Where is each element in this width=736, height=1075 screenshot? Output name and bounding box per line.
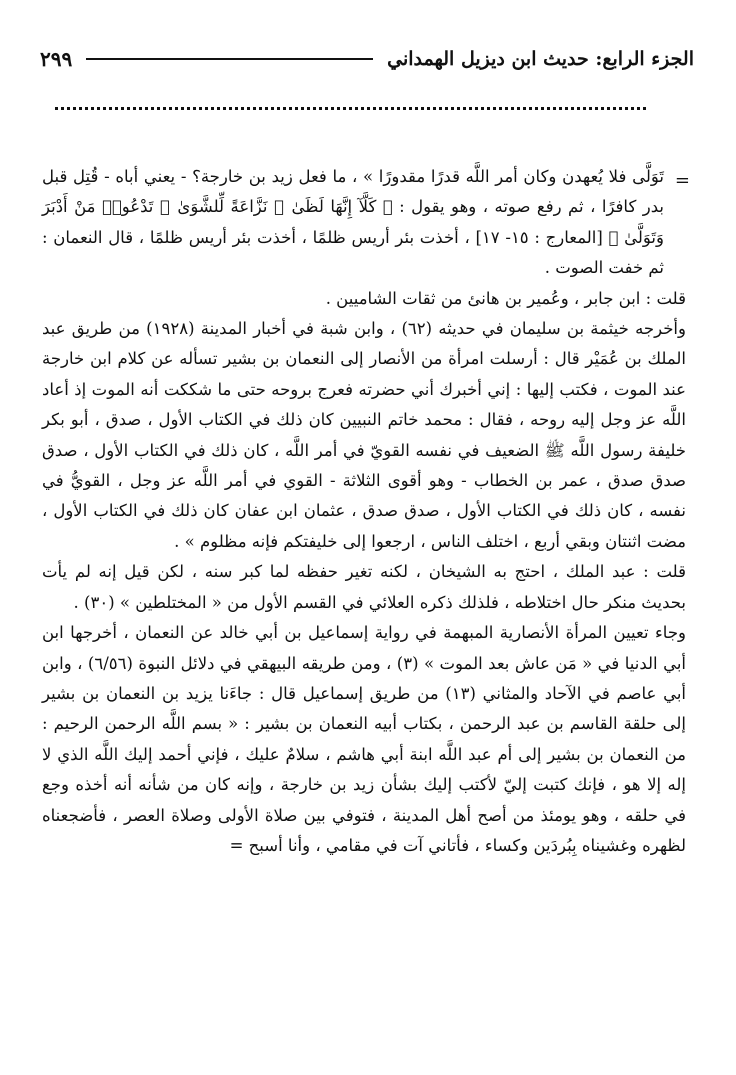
page-number: ٢٩٩	[40, 47, 73, 71]
footnote-separator	[55, 107, 646, 110]
paragraph: وأخرجه خيثمة بن سليمان في حديثه (٦٢) ، وابن شبة في أخبار المدينة (١٩٢٨) من طريق عبد الملك بن عُمَيْر قال : أرسلت امرأة من الأنصار إلى النعمان بن بشير تسأله عن كلام ابن خارجة عند الموت ، فكتب إليها : إني أخبرك أني حضرته فعرج بروحه حتى ما شككت أنه الموت إذ أعاد اللَّه عز وجل إليه روحه ، فقال : محمد خاتم النبيين كان ذلك في الكتاب الأول ، صدق ، أبو بكر خليفة رسول اللَّه ﷺ الضعيف في نفسه القويّ في أمر اللَّه ، كان ذلك في الكتاب الأول ، صدق صدق صدق ، عمر بن الخطاب - وهو أقوى الثلاثة - القوي في أمر اللَّه عز وجل ، القويُّ في نفسه ، كان ذلك في الكتاب الأول ، صدق صدق ، عثمان ابن عفان كان ذلك في الكتاب الأول ، مضت اثنتان وبقي أربع ، اختلف الناس ، ارجعوا إلى خليفتكم فإنه مظلوم » .	[42, 319, 686, 551]
paragraph: قلت : ابن جابر ، وعُمير بن هانئ من ثقات الشاميين .	[325, 288, 686, 308]
paragraph: قلت : عبد الملك ، احتج به الشيخان ، لكنه تغير حفظه لما كبر سنه ، لكن قيل إنه لم يأت بحديث منكر حال اختلاطه ، فلذلك ذكره العلائي في القسم الأول من « المختلطين » (٣٠) .	[42, 562, 686, 612]
continuation-mark: =	[674, 170, 690, 191]
paragraph: وجاء تعيين المرأة الأنصارية المبهمة في رواية إسماعيل بن أبي خالد عن النعمان ، أخرجها ابن أبي الدنيا في « مَن عاش بعد الموت » (٣) ، ومن طريقه البيهقي في دلائل النبوة (٦/٥٦) ، وابن أبي عاصم في الآحاد والمثاني (١٣) من طريق إسماعيل قال : جاءَنا يزيد بن النعمان بن بشير إلى حلقة القاسم بن عبد الرحمن ، بكتاب أبيه النعمان بن بشير : « بسم اللَّه الرحمن الرحيم : من النعمان بن بشير إلى أم عبد اللَّه ابنة أبي هاشم ، سلامٌ عليك ، فإني أحمد إليك اللَّه الذي لا إله إلا هو ، فإنك كتبت إليّ لأكتب إليك بشأن زيد بن خارجة ، وإنه كان من شأنه أنه أخذه وجع في حلقه ، وهو يومئذ من أصح أهل المدينة ، فتوفي بين صلاة الأولى وصلاة العصر ، فأضجعناه لظهره وغشيناه بِبُردَين وكساء ، فأتاني آت في مقامي ، وأنا أسبح =	[42, 623, 687, 855]
header-title: الجزء الرابع: حديث ابن ديزيل الهمداني	[387, 48, 694, 70]
header-rule	[86, 58, 373, 60]
paragraph: تَوَلَّى فلا يُعهدن وكان أمر اللَّه قدرًا مقدورًا » ، ما فعل زيد بن خارجة؟ - يعني أباه - قُتِل قبل بدر كافرًا ، ثم رفع صوته ، وهو يقول : ﴿ كَلَّآ إِنَّهَا لَظَىٰ ⑮ نَزَّاعَةً لِّلشَّوَىٰ ⑯ تَدْعُوا۟ مَنْ أَدْبَرَ وَتَوَلَّىٰ ﴾ [المعارج : ١٥- ١٧] ، أخذت بئر أريس ظلمًا ، أخذت بئر أريس ظلمًا ، قال النعمان : ثم خفت الصوت .	[42, 167, 664, 278]
footnote-body	[42, 162, 686, 861]
running-header	[40, 42, 694, 76]
